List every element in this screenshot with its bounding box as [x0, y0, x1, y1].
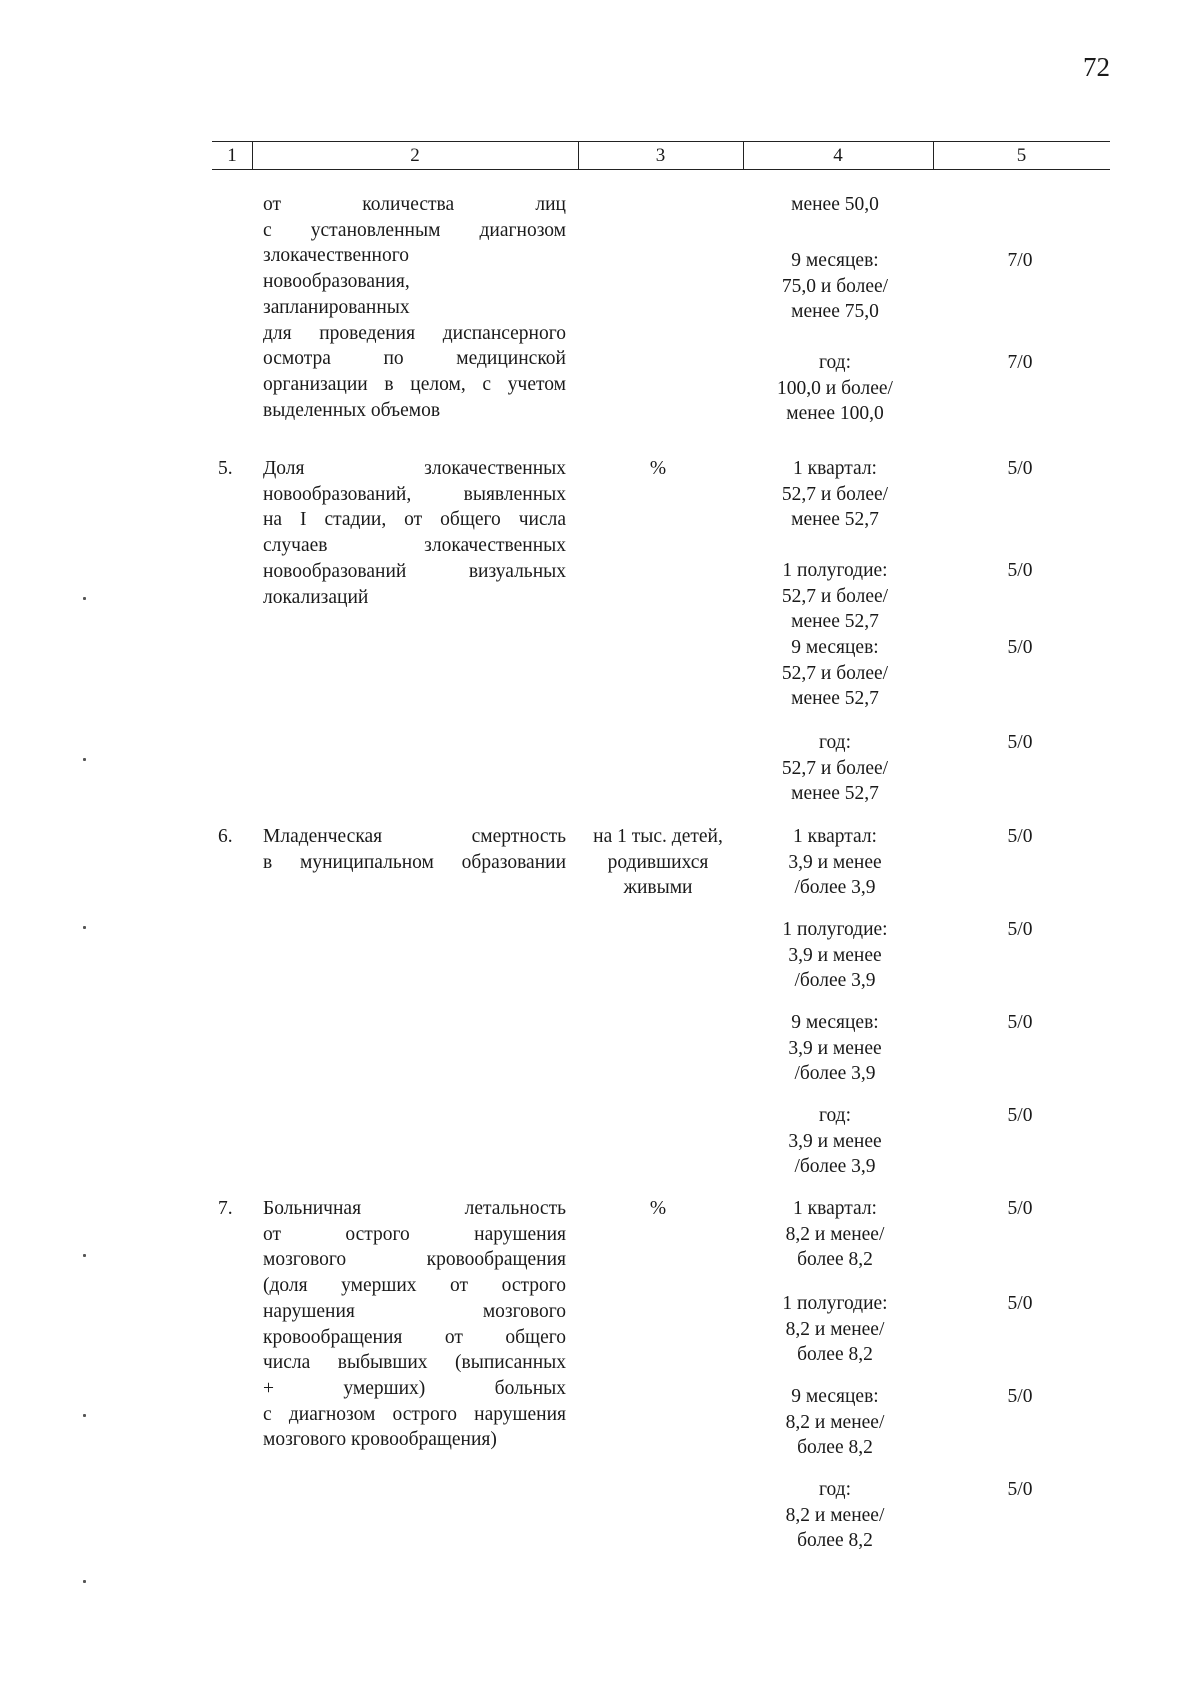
description-line: нарушения мозгового: [263, 1300, 566, 1322]
value-line: год:: [818, 1105, 852, 1126]
row5-description: [263, 456, 566, 610]
header-col-2: 2: [410, 145, 420, 166]
value-line: 52,7 и более/: [781, 585, 889, 607]
score-value: 5/0: [1007, 1386, 1033, 1407]
description-line: случаев злокачественных: [263, 535, 566, 557]
description-line: от острого нарушения: [263, 1223, 566, 1245]
scan-speck: [83, 926, 86, 929]
row-number: 5.: [218, 458, 233, 479]
value-line: более 8,2: [797, 1437, 873, 1459]
scan-speck: [83, 1254, 86, 1257]
value-line: /более 3,9: [794, 1156, 876, 1178]
period-value: [740, 1291, 930, 1368]
table-header: [212, 141, 1110, 170]
value-line: менее 52,7: [791, 688, 879, 710]
row7-unit: [578, 1196, 738, 1222]
period-value: [740, 248, 930, 325]
description-line: с установленным диагнозом: [263, 219, 566, 241]
value-line: менее 50,0: [791, 194, 879, 215]
value-line: 8,2 и менее/: [785, 1318, 885, 1340]
period-value: [740, 1196, 930, 1273]
page-number: 72: [1083, 52, 1110, 82]
value-line: год:: [818, 732, 852, 753]
value-line: /более 3,9: [794, 877, 876, 899]
description-line: числа выбывших (выписанных: [263, 1352, 566, 1374]
value-line: более 8,2: [797, 1530, 873, 1552]
value-line: 3,9 и менее: [788, 944, 882, 966]
value-line: 9 месяцев:: [791, 637, 879, 658]
score-value: 5/0: [1007, 637, 1033, 658]
value-line: 52,7 и более/: [781, 483, 889, 505]
description-line: локализаций: [263, 586, 369, 608]
value-line: 1 полугодие:: [782, 560, 888, 581]
value-line: 52,7 и более/: [781, 757, 889, 779]
description-line: новообразований, выявленных: [263, 483, 566, 505]
period-value: [740, 1103, 930, 1180]
unit-line: живыми: [623, 877, 693, 899]
description-line: от количества лиц: [263, 194, 566, 215]
value-line: более 8,2: [797, 1249, 873, 1271]
value-line: 8,2 и менее/: [785, 1411, 885, 1433]
row5-unit: [578, 456, 738, 482]
description-line: в муниципальном образовании: [263, 851, 566, 873]
period-value: [740, 1477, 930, 1554]
score-value: 5/0: [1007, 1198, 1033, 1219]
header-col-1: 1: [227, 145, 237, 166]
value-line: 1 полугодие:: [782, 1293, 888, 1314]
value-line: 1 полугодие:: [782, 919, 888, 940]
scan-speck: [83, 597, 86, 600]
period-value: [740, 558, 930, 635]
value-line: 9 месяцев:: [791, 250, 879, 271]
value-line: 1 квартал:: [793, 458, 877, 479]
value-line: 1 квартал:: [793, 826, 877, 847]
description-line: Доля злокачественных: [263, 458, 566, 479]
value-line: 8,2 и менее/: [785, 1223, 885, 1245]
value-line: 8,2 и менее/: [785, 1504, 885, 1526]
value-line: год:: [818, 352, 852, 373]
description-line: кровообращения от общего: [263, 1326, 566, 1348]
score-value: 7/0: [1007, 250, 1033, 271]
header-col-4: 4: [833, 145, 843, 166]
description-line: мозгового кровообращения: [263, 1249, 566, 1271]
description-line: + умерших) больных: [263, 1377, 566, 1399]
description-line: Больничная летальность: [263, 1198, 566, 1219]
value-line: 3,9 и менее: [788, 851, 882, 873]
value-line: 9 месяцев:: [791, 1386, 879, 1407]
value-line: менее 100,0: [786, 403, 884, 425]
score-value: 5/0: [1007, 826, 1033, 847]
unit-line: родившихся: [607, 851, 709, 873]
value-line: /более 3,9: [794, 970, 876, 992]
period-value: [740, 635, 930, 712]
header-col-3: 3: [655, 145, 666, 166]
period-value: [740, 192, 930, 218]
row6-description: [263, 824, 566, 875]
period-value: [740, 350, 930, 427]
scan-speck: [83, 1580, 86, 1583]
value-line: 1 квартал:: [793, 1198, 877, 1219]
description-line: выделенных объемов: [263, 399, 441, 421]
score-value: 5/0: [1007, 919, 1033, 940]
description-line: с диагнозом острого нарушения: [263, 1403, 566, 1425]
period-value: [740, 730, 930, 807]
row6-unit: [578, 824, 738, 901]
description-line: для проведения диспансерного: [263, 322, 566, 344]
header-col-5: 5: [1016, 145, 1027, 166]
value-line: менее 52,7: [791, 509, 879, 531]
period-value: [740, 1010, 930, 1087]
score-value: 5/0: [1007, 458, 1033, 479]
scan-speck: [83, 758, 86, 761]
score-value: 5/0: [1007, 560, 1033, 581]
score-value: 5/0: [1007, 1293, 1033, 1314]
unit-line: %: [649, 1198, 667, 1219]
description-line: новообразований визуальных: [263, 560, 566, 582]
score-value: 5/0: [1007, 732, 1033, 753]
description-line: организации в целом, с учетом: [263, 373, 566, 395]
row-number: 6.: [218, 826, 233, 847]
description-line: Младенческая смертность: [263, 826, 566, 847]
value-line: /более 3,9: [794, 1063, 876, 1085]
row7-description: [263, 1196, 566, 1453]
period-value: [740, 917, 930, 994]
value-line: 100,0 и более/: [777, 377, 893, 399]
row-number: 7.: [218, 1198, 233, 1219]
score-value: 5/0: [1007, 1105, 1033, 1126]
value-line: менее 52,7: [791, 783, 879, 805]
description-line: на I стадии, от общего числа: [263, 509, 566, 531]
description-line: злокачественного: [263, 245, 409, 267]
score-value: 5/0: [1007, 1479, 1033, 1500]
description-line: осмотра по медицинской: [263, 348, 566, 370]
period-value: [740, 456, 930, 533]
value-line: 3,9 и менее: [788, 1130, 882, 1152]
description-line: мозгового кровообращения): [263, 1429, 497, 1451]
unit-line: %: [649, 458, 667, 479]
value-line: 9 месяцев:: [791, 1012, 879, 1033]
value-line: более 8,2: [797, 1344, 873, 1366]
value-line: менее 52,7: [791, 611, 879, 633]
description-line: запланированных: [263, 296, 410, 318]
row-cont-description: [263, 192, 566, 423]
value-line: 3,9 и менее: [788, 1037, 882, 1059]
score-value: 5/0: [1007, 1012, 1033, 1033]
description-line: новообразования,: [263, 271, 410, 293]
value-line: 52,7 и более/: [781, 662, 889, 684]
period-value: [740, 1384, 930, 1461]
value-line: год:: [818, 1479, 852, 1500]
score-value: 7/0: [1007, 352, 1033, 373]
description-line: (доля умерших от острого: [263, 1275, 566, 1297]
scan-speck: [83, 1414, 86, 1417]
value-line: менее 75,0: [791, 301, 879, 323]
value-line: 75,0 и более/: [781, 275, 889, 297]
unit-line: на 1 тыс. детей,: [593, 826, 723, 847]
period-value: [740, 824, 930, 901]
